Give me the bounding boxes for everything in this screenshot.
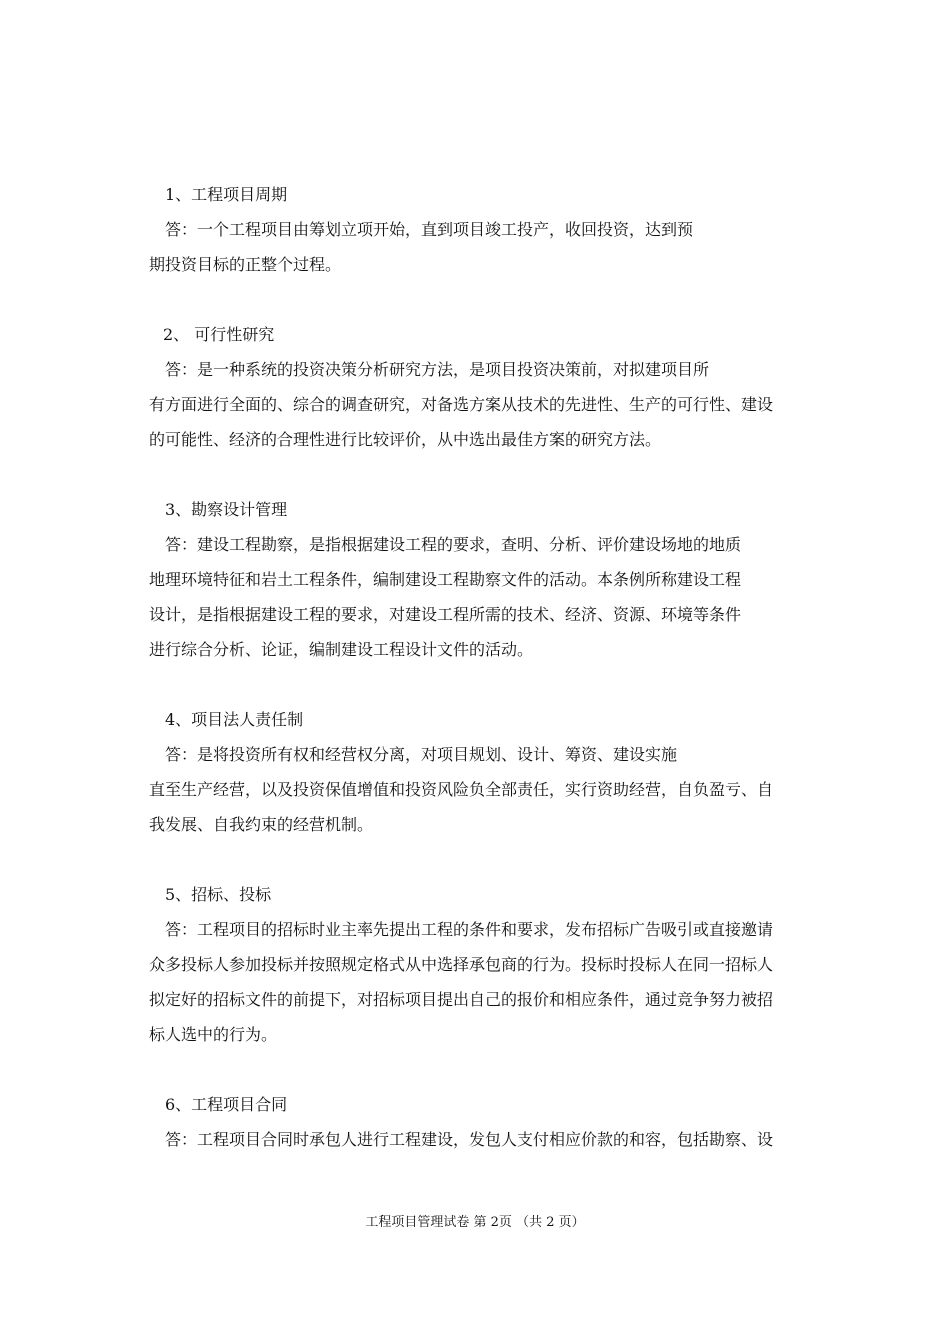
section-6-answer-line-1: 答：工程项目合同时承包人进行工程建设，发包人支付相应价款的和容，包括勘察、设 <box>165 1130 774 1149</box>
section-6-heading: 6、工程项目合同 <box>165 1095 288 1114</box>
section-3-answer-line-2: 地理环境特征和岩土工程条件，编制建设工程勘察文件的活动。本条例所称建设工程 <box>149 570 742 589</box>
section-3-answer-line-1: 答：建设工程勘察，是指根据建设工程的要求，查明、分析、评价建设场地的地质 <box>165 535 742 554</box>
section-4-heading: 4、项目法人责任制 <box>165 710 304 729</box>
section-5-answer-line-3: 拟定好的招标文件的前提下，对招标项目提出自己的报价和相应条件，通过竞争努力被招 <box>149 990 774 1009</box>
section-5-heading: 5、招标、投标 <box>165 885 272 904</box>
section-3-heading: 3、勘察设计管理 <box>165 500 288 519</box>
section-4-answer-line-2: 直至生产经营，以及投资保值增值和投资风险负全部责任，实行资助经营，自负盈亏、自 <box>149 780 774 799</box>
section-5-answer-line-1: 答：工程项目的招标时业主率先提出工程的条件和要求，发布招标广告吸引或直接邀请 <box>165 920 774 939</box>
section-2-answer-line-2: 有方面进行全面的、综合的调查研究，对备选方案从技术的先进性、生产的可行性、建设 <box>149 395 774 414</box>
section-1-answer-line-1: 答：一个工程项目由筹划立项开始，直到项目竣工投产，收回投资，达到预 <box>165 220 694 239</box>
section-2-answer-line-3: 的可能性、经济的合理性进行比较评价，从中选出最佳方案的研究方法。 <box>149 430 662 449</box>
section-3-answer-line-4: 进行综合分析、论证，编制建设工程设计文件的活动。 <box>149 640 534 659</box>
section-1-answer-line-2: 期投资目标的正整个过程。 <box>149 255 342 274</box>
section-5-answer-line-4: 标人选中的行为。 <box>149 1025 278 1044</box>
section-3-answer-line-3: 设计，是指根据建设工程的要求，对建设工程所需的技术、经济、资源、环境等条件 <box>149 605 742 624</box>
section-4-answer-line-1: 答：是将投资所有权和经营权分离，对项目规划、设计、筹资、建设实施 <box>165 745 678 764</box>
section-5-answer-line-2: 众多投标人参加投标并按照规定格式从中选择承包商的行为。投标时投标人在同一招标人 <box>149 955 774 974</box>
section-1-heading: 1、工程项目周期 <box>165 185 288 204</box>
section-2-heading: 2、 可行性研究 <box>163 325 275 344</box>
page-footer: 工程项目管理试卷 第 2页 （共 2 页） <box>365 1215 585 1230</box>
section-2-answer-line-1: 答：是一种系统的投资决策分析研究方法，是项目投资决策前，对拟建项目所 <box>165 360 710 379</box>
section-4-answer-line-3: 我发展、自我约束的经营机制。 <box>149 815 374 834</box>
